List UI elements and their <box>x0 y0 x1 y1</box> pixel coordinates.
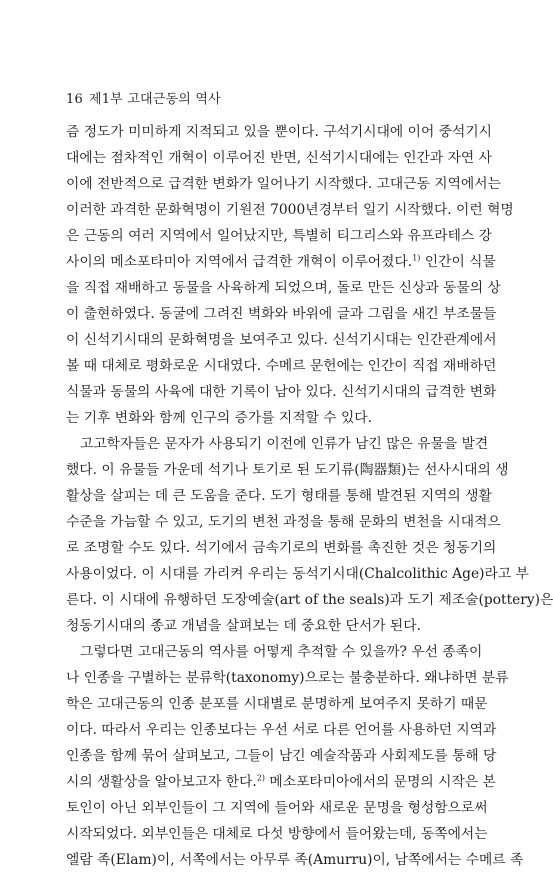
running-head <box>66 88 221 107</box>
text-line <box>66 483 492 509</box>
text-line <box>66 353 497 379</box>
text-line <box>66 197 514 223</box>
text-line <box>66 327 497 353</box>
text-line <box>66 535 497 561</box>
line-text: 른다. 이 시대에 유행하던 도장예술(art of the seals)과 도기 제조술(pottery)은 <box>66 592 553 608</box>
line-text: 토인이 아닌 외부인들이 그 지역에 들어와 새로운 문명을 형성함으로써 <box>66 800 488 816</box>
text-line <box>66 431 489 457</box>
line-text: 이러한 과격한 문화혁명이 기원전 7000년경부터 일기 시작했다. 이런 혁명 <box>66 202 514 218</box>
line-text: 했다. 이 유물들 가운데 석기나 토기로 된 도기류(陶器類)는 선사시대의 생 <box>66 462 509 478</box>
chapter-title: 제1부 고대근동의 역사 <box>88 92 221 107</box>
line-text: 인종을 함께 묶어 살펴보고, 그들이 남긴 예술작품과 사회제도를 통해 당 <box>66 748 497 764</box>
text-line <box>66 275 501 301</box>
footnote-marker: 1) <box>412 253 421 263</box>
line-text: 시작되었다. 외부인들은 대체로 다섯 방향에서 들어왔는데, 동쪽에서는 <box>66 826 488 842</box>
line-text: 볼 때 대체로 평화로운 시대였다. 수메르 문헌에는 인간이 직접 재배하던 <box>66 358 497 374</box>
text-line <box>66 223 492 249</box>
line-text: 이에 전반적으로 급격한 변화가 일어나기 시작했다. 고대근동 지역에서는 <box>66 176 501 192</box>
line-text: 학은 고대근동의 인종 분포를 시대별로 분명하게 보여주지 못하기 때문 <box>66 696 488 712</box>
line-text-continued: 인간이 식물 <box>420 254 496 270</box>
line-text: 수준을 가늠할 수 있고, 도기의 변천 과정을 통해 문화의 변천을 시대적으 <box>66 514 501 530</box>
text-line <box>66 249 496 275</box>
line-text: 활상을 살피는 데 큰 도움을 준다. 도기 형태를 통해 발견된 지역의 생활 <box>66 488 492 504</box>
line-text: 대에는 점차적인 개혁이 이루어진 반면, 신석기시대에는 인간과 자연 사 <box>66 150 492 166</box>
line-text: 이다. 따라서 우리는 인종보다는 우선 서로 다른 언어를 사용하던 지역과 <box>66 722 497 738</box>
line-text: 즘 정도가 미미하게 지적되고 있을 뿐이다. 구석기시대에 이어 중석기시 <box>66 124 492 140</box>
line-text: 로 조명할 수도 있다. 석기에서 금속기로의 변화를 촉진한 것은 청동기의 <box>66 540 497 556</box>
text-line <box>66 613 456 639</box>
line-text: 을 직접 재배하고 동물을 사육하게 되었으며, 돌로 만든 신상과 동물의 상 <box>66 280 501 296</box>
line-text: 이 신석기시대의 문화혁명을 보여주고 있다. 신석기시대는 인간관계에서 <box>66 332 497 348</box>
text-line <box>66 171 501 197</box>
line-text: 시의 생활상을 알아보고자 한다. <box>66 774 257 790</box>
text-line <box>66 587 553 613</box>
text-line <box>66 639 483 665</box>
line-text: 은 근동의 여러 지역에서 일어났지만, 특별히 티그리스와 유프라테스 강 <box>66 228 492 244</box>
text-line <box>66 743 497 769</box>
line-text: 사이의 메소포타미아 지역에서 급격한 개혁이 이루어졌다. <box>66 254 413 270</box>
body-text <box>66 119 553 873</box>
line-text: 나 인종을 구별하는 분류학(taxonomy)으로는 불충분하다. 왜냐하면 분류 <box>66 670 509 686</box>
footnote-marker: 2) <box>256 773 266 783</box>
text-line <box>66 379 497 405</box>
page-number: 16 <box>66 92 83 107</box>
line-text: 청동기시대의 종교 개념을 살펴보는 데 중요한 단서가 된다. <box>66 618 421 634</box>
text-line <box>66 769 496 795</box>
line-text: 이 출현하였다. 동굴에 그려진 벽화와 바위에 글과 그림을 새긴 부조물들 <box>66 306 497 322</box>
line-text-continued: 메소포타미아에서의 문명의 시작은 본 <box>265 774 496 790</box>
line-text: 는 기후 변화와 함께 인구의 증가를 지적할 수 있다. <box>66 410 373 426</box>
text-line <box>66 795 488 821</box>
text-line <box>66 119 492 145</box>
line-text: 엘람 족(Elam)이, 서쪽에서는 아무루 족(Amurru)이, 남쪽에서는 수메르 족 <box>66 852 524 868</box>
text-line <box>66 301 497 327</box>
text-line <box>66 561 529 587</box>
text-line <box>66 145 492 171</box>
text-line <box>66 665 509 691</box>
text-line <box>66 821 488 847</box>
text-line <box>66 509 501 535</box>
text-line <box>66 405 456 431</box>
text-line <box>66 691 488 717</box>
line-text: 식물과 동물의 사육에 대한 기록이 남아 있다. 신석기시대의 급격한 변화 <box>66 384 497 400</box>
line-text: 사용이었다. 이 시대를 가리켜 우리는 동석기시대(Chalcolithic Age)라고 부 <box>66 566 529 582</box>
line-text: 그렇다면 고대근동의 역사를 어떻게 추적할 수 있을까? 우선 종족이 <box>80 644 483 660</box>
text-line <box>66 717 497 743</box>
line-text: 고고학자들은 문자가 사용되기 이전에 인류가 남긴 많은 유물을 발견 <box>80 436 489 452</box>
text-line <box>66 847 524 873</box>
text-line <box>66 457 509 483</box>
